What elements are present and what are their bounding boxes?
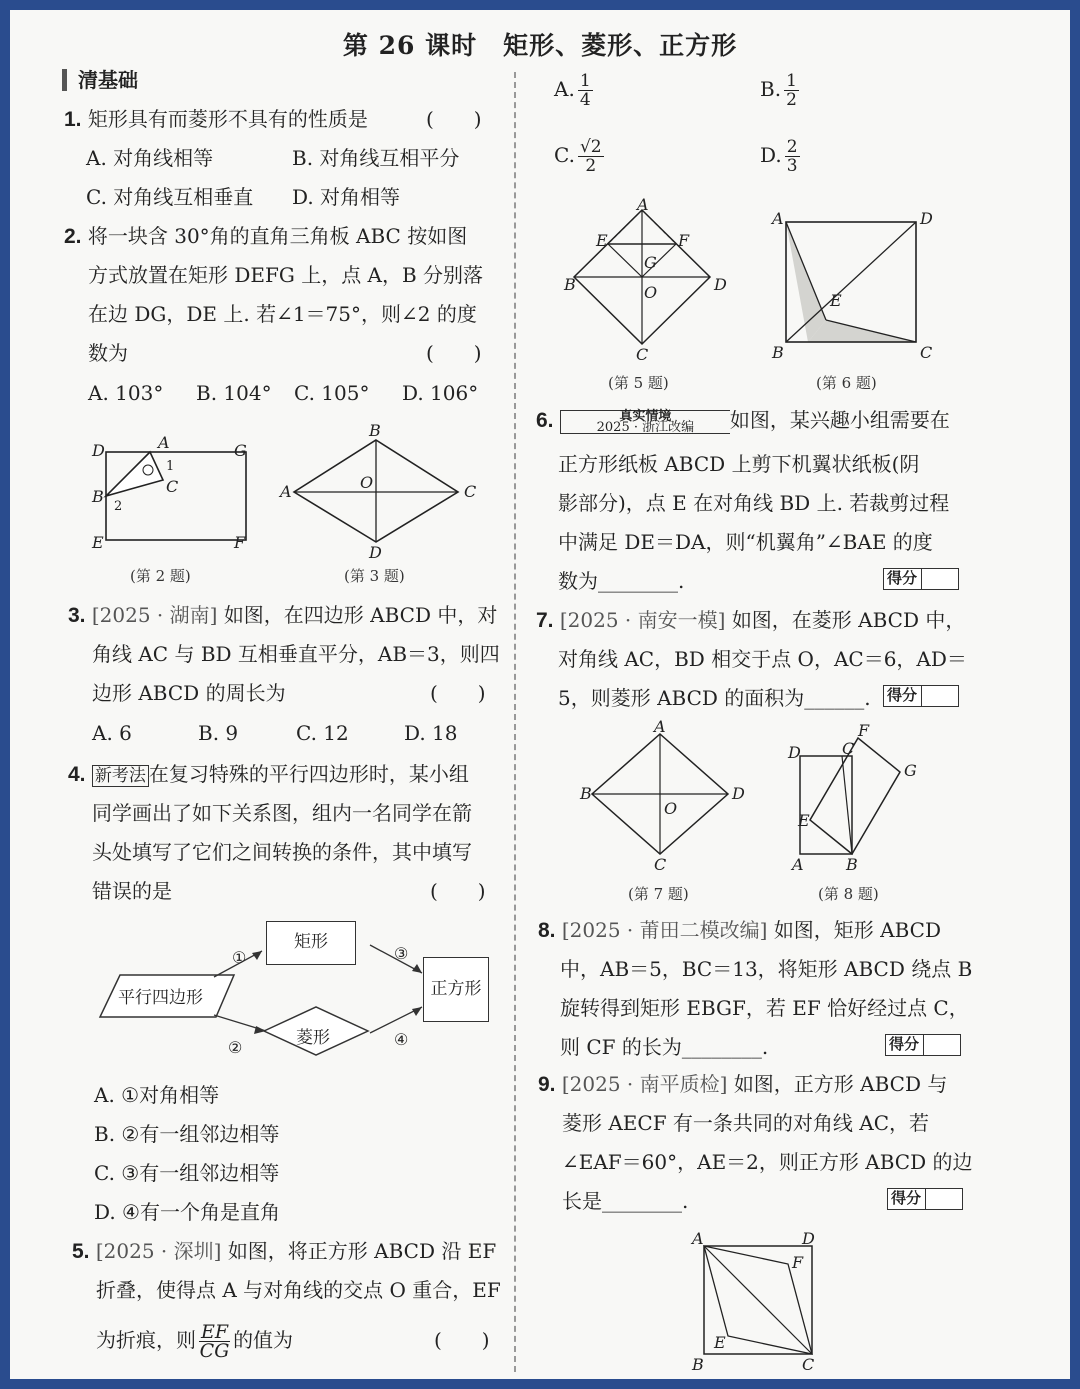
q9-label-e: E [714, 1333, 726, 1352]
q6-line-4: 中满足 DE＝DA，则“机翼角”∠BAE 的度 [558, 530, 933, 554]
q2-figure [80, 430, 260, 570]
q5-option-a-label: A. [554, 77, 575, 101]
q2-caption: (第 2 题) [130, 567, 191, 585]
q2-label-d: D [92, 441, 105, 460]
q8-score-box[interactable]: 得分 [885, 1034, 961, 1056]
q7-label-a: A [654, 717, 666, 736]
q8-source-tag: [2025 · 莆田二模改编] [561, 918, 768, 942]
q6-label-a: A [772, 209, 784, 228]
q5-label-b: B [564, 275, 576, 294]
q6-line-2: 正方形纸板 ABCD 上剪下机翼状纸板(阴 [558, 452, 920, 476]
q1-answer-blank[interactable]: ( ) [426, 107, 482, 131]
q5-option-b-label: B. [760, 77, 782, 101]
q1-option-c[interactable]: C. 对角线互相垂直 [86, 185, 254, 209]
q5-option-a-frac [578, 72, 593, 109]
q5-label-a: A [637, 195, 649, 214]
q6-caption: (第 6 题) [816, 374, 877, 392]
q5-caption: (第 5 题) [608, 374, 669, 392]
q8-label-d: D [788, 743, 801, 762]
q7-label-d: D [732, 784, 745, 803]
q5-option-a-num: 1 [579, 71, 591, 91]
q6-line-1 [536, 408, 950, 434]
q3-label-b: B [369, 421, 381, 440]
page-title: 第 26 课时 矩形、菱形、正方形 [342, 31, 738, 60]
q3-number: 3. [68, 604, 86, 627]
q6-line-3: 影部分)，点 E 在对角线 BD 上. 若裁剪过程 [558, 491, 950, 515]
section-marker [62, 69, 67, 91]
q3-option-d[interactable]: D. 18 [404, 721, 458, 745]
q4-line-1-text: 在复习特殊的平行四边形时，某小组 [148, 762, 469, 786]
q9-line-1-text: 如图，正方形 ABCD 与 [733, 1072, 948, 1096]
q5-option-d-den: 3 [786, 156, 798, 176]
q6-figure [770, 209, 933, 362]
q4-rectangle-node: 矩形 [266, 921, 356, 965]
q8-line-2: 中，AB＝5，BC＝13，将矩形 ABCD 绕点 B [560, 957, 973, 981]
q6-label-c: C [920, 343, 933, 362]
q3-label-c: C [464, 482, 477, 501]
q6-label-d: D [920, 209, 933, 228]
q4-number: 4. [68, 763, 86, 786]
q9-label-d: D [802, 1229, 815, 1248]
q9-line-2: 菱形 AECF 有一条共同的对角线 AC，若 [562, 1111, 930, 1135]
q5-fraction-numerator: EF [201, 1321, 229, 1343]
q5-option-a-den: 4 [579, 90, 591, 110]
q8-line-4: 则 CF 的长为________. [560, 1035, 769, 1059]
q4-option-a[interactable]: A. ①对角相等 [94, 1083, 220, 1107]
q2-option-a[interactable]: A. 103° [88, 381, 164, 405]
q2-number: 2. [64, 225, 82, 248]
q6-number: 6. [536, 409, 554, 432]
q4-option-c[interactable]: C. ③有一组邻边相等 [94, 1161, 280, 1185]
q5-option-d-frac [785, 138, 800, 175]
q2-line-1-text: 将一块含 30°角的直角三角板 ABC 按如图 [87, 224, 468, 248]
q2-angle-2: 2 [114, 499, 123, 514]
q5-fraction [199, 1323, 230, 1360]
q9-number: 9. [538, 1073, 556, 1096]
q5-fraction-denominator: CG [199, 1340, 230, 1362]
q4-line-2: 同学画出了如下关系图，组内一名同学在箭 [92, 801, 472, 825]
q6-label-e: E [830, 291, 842, 310]
q4-arrow-4: ④ [394, 1030, 409, 1049]
q5-source-tag: [2025 · 深圳] [95, 1239, 222, 1263]
q5-answer-blank[interactable]: ( ) [434, 1328, 490, 1352]
q5-option-c-frac [578, 138, 604, 175]
q4-arrow-1: ① [232, 948, 247, 967]
q4-square-node: 正方形 [423, 957, 489, 1022]
q6-line-5: 数为________. [558, 569, 685, 593]
q6-scenario-title: 真实情境 [619, 408, 672, 424]
q1-number: 1. [64, 108, 82, 131]
q2-option-b[interactable]: B. 104° [196, 381, 272, 405]
column-divider [514, 72, 516, 1372]
q5-label-d: D [714, 275, 727, 294]
q3-line-1-text: 如图，在四边形 ABCD 中，对 [223, 603, 498, 627]
q7-line-3: 5，则菱形 ABCD 的面积为______. [558, 686, 871, 710]
q3-line-1 [68, 603, 497, 628]
q9-label-f: F [792, 1253, 804, 1272]
q3-line-2: 角线 AC 与 BD 互相垂直平分，AB＝3，则四 [92, 642, 500, 666]
q3-option-a[interactable]: A. 6 [92, 721, 132, 745]
q2-line-1 [64, 224, 467, 249]
q5-option-d-num: 2 [786, 137, 798, 157]
q5-number: 5. [72, 1240, 90, 1263]
q7-label-b: B [580, 784, 592, 803]
q7-caption: (第 7 题) [628, 885, 689, 903]
q2-line-4: 数为 [88, 341, 128, 365]
q8-label-g: G [904, 761, 917, 780]
q2-label-c: C [166, 477, 179, 496]
q7-figure [580, 717, 752, 874]
q8-label-f: F [858, 721, 870, 740]
q5-line-3-suffix: 的值为 [233, 1328, 294, 1352]
q4-line-3: 头处填写了它们之间转换的条件，其中填写 [92, 840, 472, 864]
q8-label-a: A [792, 855, 804, 874]
q1-option-b[interactable]: B. 对角线互相平分 [292, 146, 460, 170]
q8-line-1-text: 如图，矩形 ABCD [773, 918, 942, 942]
q5-option-d-label: D. [760, 143, 782, 167]
q5-option-c[interactable] [554, 138, 607, 175]
q2-label-b: B [92, 487, 104, 506]
q8-label-c: C [842, 739, 855, 758]
q8-number: 8. [538, 919, 556, 942]
q3-answer-blank[interactable]: ( ) [430, 681, 486, 705]
q9-label-b: B [692, 1355, 704, 1374]
q6-scenario-tag [560, 410, 730, 434]
q6-line-1-text: 如图，某兴趣小组需要在 [729, 408, 950, 432]
q4-new-method-tag: 新考法 [92, 765, 149, 787]
q7-line-1-text: 如图，在菱形 ABCD 中， [731, 608, 966, 632]
q5-label-g: G [644, 253, 657, 272]
q2-label-e: E [92, 533, 104, 552]
q2-angle-1: 1 [166, 459, 175, 474]
q2-label-f: F [234, 533, 246, 552]
q3-line-3: 边形 ABCD 的周长为 [92, 681, 286, 705]
q7-score-box[interactable]: 得分 [883, 685, 959, 707]
q3-option-c[interactable]: C. 12 [296, 721, 349, 745]
q5-line-1 [72, 1239, 496, 1264]
q2-option-d[interactable]: D. 106° [402, 381, 479, 405]
q2-label-g: G [234, 441, 247, 460]
q5-line-2: 折叠，使得点 A 与对角线的交点 O 重合，EF [96, 1278, 501, 1302]
q4-parallelogram-node: 平行四边形 [118, 988, 203, 1008]
q9-label-a: A [692, 1229, 704, 1248]
q5-label-e: E [596, 231, 608, 250]
q2-label-a: A [158, 433, 170, 452]
q5-label-f: F [678, 231, 690, 250]
q3-label-a: A [280, 482, 292, 501]
q6-scenario-source: 2025 · 浙江改编 [596, 419, 695, 435]
q7-line-1 [536, 608, 965, 633]
q8-line-1 [538, 918, 941, 943]
q4-option-d[interactable]: D. ④有一个角是直角 [94, 1200, 280, 1224]
section-heading: 清基础 [78, 68, 138, 92]
q7-label-c: C [654, 855, 667, 874]
q9-figure [690, 1229, 830, 1374]
q5-option-c-den: 2 [585, 156, 597, 176]
q9-line-3: ∠EAF＝60°，AE＝2，则正方形 ABCD 的边 [562, 1150, 973, 1174]
q5-option-d[interactable] [760, 138, 803, 175]
q1-option-d[interactable]: D. 对角相等 [292, 185, 401, 209]
q9-line-4: 长是________. [562, 1189, 689, 1213]
q8-figure [780, 721, 930, 874]
q7-line-2: 对角线 AC，BD 相交于点 O，AC＝6，AD＝ [558, 647, 967, 671]
q5-option-b-den: 2 [786, 90, 797, 110]
q5-figure [564, 195, 727, 364]
q4-line-4: 错误的是 [92, 879, 172, 903]
q4-rhombus-node: 菱形 [296, 1028, 330, 1048]
q9-source-tag: [2025 · 南平质检] [561, 1072, 728, 1096]
q5-line-1-text: 如图，将正方形 ABCD 沿 EF [227, 1239, 497, 1263]
q4-arrow-3: ③ [394, 944, 409, 963]
q4-option-b[interactable]: B. ②有一组邻边相等 [94, 1122, 280, 1146]
q1-stem [64, 107, 368, 132]
q3-option-b[interactable]: B. 9 [198, 721, 239, 745]
q5-option-c-label: C. [554, 143, 575, 167]
q1-text: 矩形具有而菱形不具有的性质是 [87, 107, 368, 131]
q2-line-3: 在边 DG，DE 上. 若∠1＝75°，则∠2 的度 [88, 302, 477, 326]
q3-figure [280, 421, 480, 562]
q5-option-b[interactable] [760, 72, 802, 109]
q5-label-c: C [636, 345, 649, 364]
q7-number: 7. [536, 609, 554, 632]
q5-line-3 [96, 1320, 293, 1360]
q8-label-e: E [798, 811, 810, 830]
worksheet-page [10, 10, 1070, 1379]
q2-option-c[interactable]: C. 105° [294, 381, 370, 405]
q5-option-b-frac [784, 72, 799, 109]
q5-option-b-num: 1 [786, 71, 797, 91]
q3-label-o: O [360, 473, 374, 492]
q8-label-b: B [846, 855, 858, 874]
q2-line-2: 方式放置在矩形 DEFG 上，点 A，B 分别落 [88, 263, 484, 287]
q5-option-a[interactable] [554, 72, 596, 109]
q3-caption: (第 3 题) [344, 567, 405, 585]
q2-answer-blank[interactable]: ( ) [426, 341, 482, 365]
q9-score-box[interactable]: 得分 [887, 1188, 963, 1210]
q9-label-c: C [802, 1355, 815, 1374]
q3-label-d: D [369, 543, 382, 562]
q6-label-b: B [772, 343, 784, 362]
q9-line-1 [538, 1072, 947, 1097]
q8-line-3: 旋转得到矩形 EBGF，若 EF 恰好经过点 C， [560, 996, 969, 1020]
q4-line-1 [68, 762, 469, 787]
q5-line-3-prefix: 为折痕，则 [96, 1328, 196, 1352]
q5-label-o: O [644, 283, 658, 302]
q4-answer-blank[interactable]: ( ) [430, 879, 486, 903]
q8-caption: (第 8 题) [818, 885, 879, 903]
q5-option-c-num: √2 [579, 137, 602, 157]
q3-source-tag: [2025 · 湖南] [91, 603, 218, 627]
q7-label-o: O [664, 799, 678, 818]
q7-source-tag: [2025 · 南安一模] [559, 608, 726, 632]
q1-option-a[interactable]: A. 对角线相等 [86, 146, 214, 170]
q6-score-box[interactable]: 得分 [883, 568, 959, 590]
q4-arrow-2: ② [228, 1038, 243, 1057]
